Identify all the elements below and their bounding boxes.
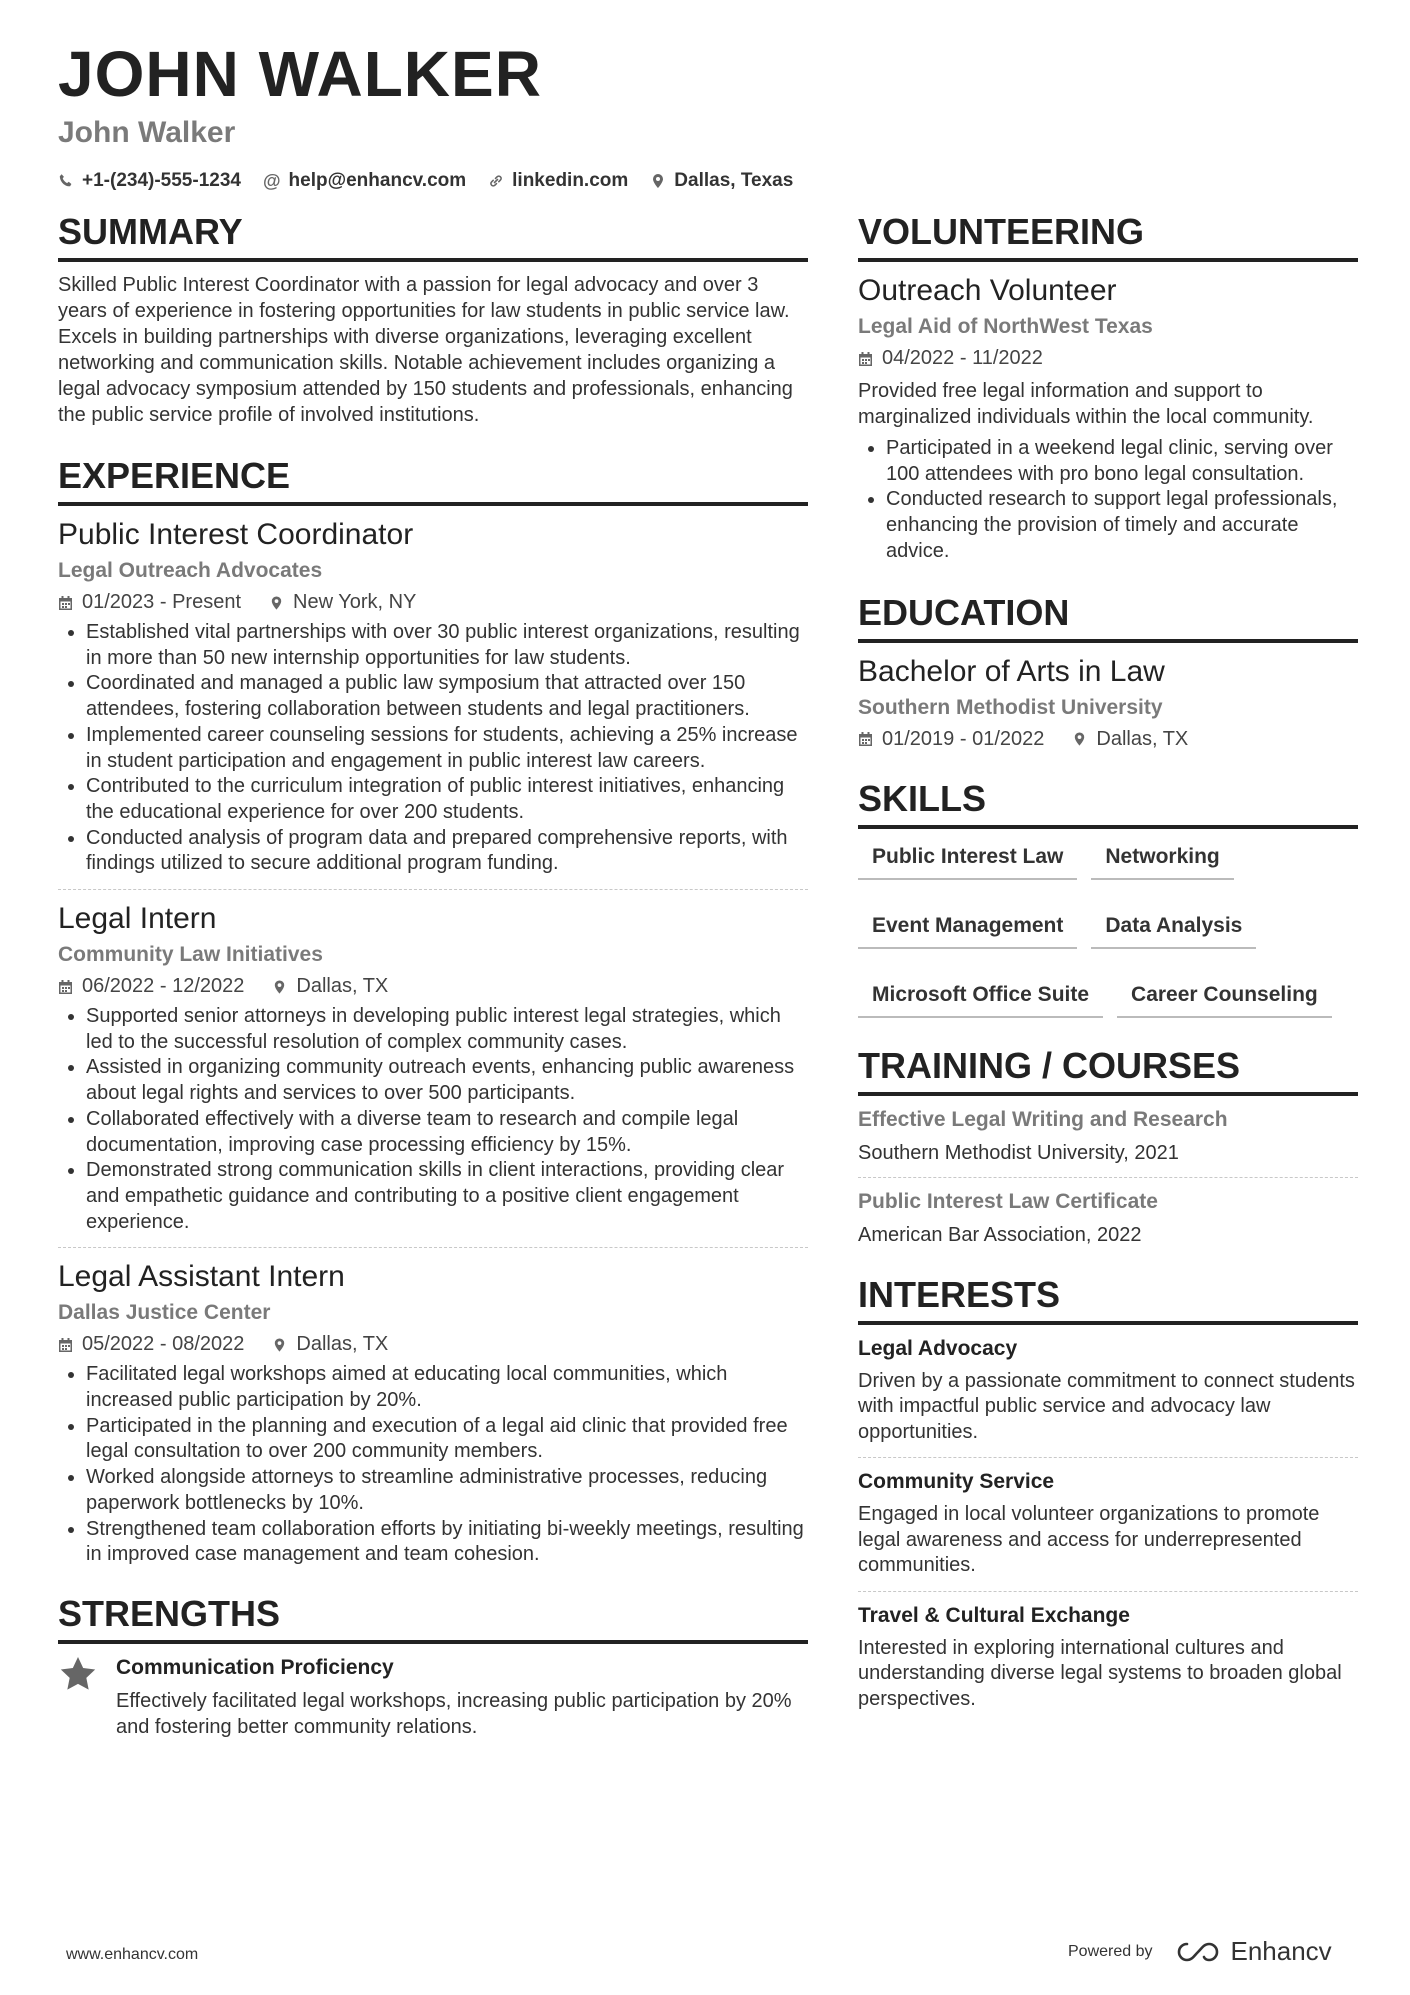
list-item: • Established vital partnerships with over 30 public interest organizations, resulting in more than 50 new internship opportunities for law students. [86, 620, 808, 671]
job-bullets [58, 1004, 808, 1235]
strengths-section [58, 1592, 808, 1740]
brand-name: Enhancv [1230, 1936, 1332, 1966]
skill-tag: Career Counseling [1117, 983, 1332, 1018]
course-item [858, 1190, 1358, 1247]
calendar-icon [58, 1337, 73, 1353]
brand-logo[interactable] [1175, 1936, 1332, 1967]
strengths-heading: STRENGTHS [58, 1596, 808, 1644]
list-item: • Strengthened team collaboration efforts by initiating bi-weekly meetings, resulting in improved case management and team cohesion. [86, 1517, 808, 1568]
interests-section [858, 1273, 1358, 1713]
skill-tag: Event Management [858, 914, 1077, 949]
candidate-name: JOHN WALKER [58, 38, 542, 110]
course-provider: American Bar Association, 2022 [858, 1223, 1142, 1246]
strength-item [58, 1656, 808, 1740]
list-item: • Supported senior attorneys in developing public interest legal strategies, which led to the successful resolution of complex community cases. [86, 1004, 808, 1055]
entry-divider [858, 1457, 1358, 1458]
course-title: Public Interest Law Certificate [858, 1189, 1158, 1213]
list-item: • Demonstrated strong communication skills in client interactions, providing clear and empathetic guidance and contributing to a positive client engagement experience. [86, 1158, 808, 1235]
company-name: Dallas Justice Center [58, 1301, 271, 1325]
list-item: • Implemented career counseling sessions for students, achieving a 25% increase in student participation and engagement in public interest law careers. [86, 723, 808, 774]
list-item: • Assisted in organizing community outreach events, enhancing public awareness about legal rights and services to over 500 participants. [86, 1055, 808, 1106]
list-item: • Coordinated and managed a public law symposium that attracted over 150 attendees, fostering collaboration between students and legal practitioners. [86, 671, 808, 722]
list-item: • Conducted analysis of program data and prepared comprehensive reports, with findings utilized to secure additional program funding. [86, 826, 808, 877]
education-heading: EDUCATION [858, 595, 1358, 643]
summary-heading: SUMMARY [58, 214, 808, 262]
job-bullets [58, 620, 808, 877]
job-bullets [58, 1362, 808, 1568]
star-icon [58, 1654, 98, 1694]
volunteer-bullets [858, 436, 1358, 565]
experience-section [58, 455, 808, 1568]
contact-email[interactable] [263, 170, 466, 192]
education-meta [858, 728, 1358, 751]
interest-description: Interested in exploring international cultures and understanding diverse legal systems to broaden global perspectives. [858, 1636, 1342, 1710]
interest-item [858, 1470, 1358, 1579]
enhancv-logo-icon [1175, 1939, 1221, 1965]
calendar-icon [58, 595, 73, 611]
volunteer-meta [858, 347, 1358, 370]
contact-bar [58, 170, 793, 192]
volunteer-role: Outreach Volunteer [858, 274, 1117, 307]
location-pin-icon [650, 173, 666, 189]
list-item: • Contributed to the curriculum integration of public interest initiatives, enhancing the educational experience for over 200 students. [86, 774, 808, 825]
list-item: • Conducted research to support legal professionals, enhancing the provision of timely and accurate advice. [886, 487, 1358, 564]
phone-text: +1-(234)-555-1234 [82, 170, 241, 191]
job-dates: 05/2022 - 08/2022 [58, 1333, 244, 1356]
job-meta [58, 975, 808, 998]
contact-phone[interactable] [58, 170, 241, 192]
interests-heading: INTERESTS [858, 1277, 1358, 1325]
training-section [858, 1044, 1358, 1247]
entry-divider [58, 1247, 808, 1248]
job-title: Public Interest Coordinator [58, 518, 414, 551]
location-text: Dallas, Texas [674, 170, 794, 191]
interest-item [858, 1604, 1358, 1713]
volunteer-org: Legal Aid of NorthWest Texas [858, 315, 1153, 338]
list-item: • Participated in a weekend legal clinic, serving over 100 attendees with pro bono legal consultation. [886, 436, 1358, 487]
list-item: • Collaborated effectively with a diverse team to research and compile legal documentation, improving case processing efficiency by 15%. [86, 1107, 808, 1158]
job-location: Dallas, TX [272, 1333, 388, 1356]
job-meta [58, 591, 808, 614]
school-name: Southern Methodist University [858, 695, 1163, 719]
location-pin-icon [1072, 731, 1087, 747]
interest-description: Driven by a passionate commitment to connect students with impactful public service and advocacy law opportunities. [858, 1369, 1355, 1443]
entry-divider [858, 1591, 1358, 1592]
interest-title: Community Service [858, 1470, 1055, 1494]
linkedin-text: linkedin.com [512, 170, 629, 191]
skills-section [858, 777, 1358, 1018]
contact-linkedin[interactable] [488, 170, 628, 192]
course-title: Effective Legal Writing and Research [858, 1107, 1228, 1131]
entry-divider [858, 1177, 1358, 1178]
job-dates: 06/2022 - 12/2022 [58, 975, 244, 998]
summary-section [58, 211, 808, 428]
job-location: Dallas, TX [272, 975, 388, 998]
interest-description: Engaged in local volunteer organizations to promote legal awareness and access for underrepresented communities. [858, 1503, 1320, 1577]
job-title: Legal Intern [58, 902, 217, 936]
job-title: Legal Assistant Intern [58, 1260, 345, 1294]
entry-divider [58, 889, 808, 890]
company-name: Legal Outreach Advocates [58, 559, 323, 582]
left-column [58, 211, 808, 1762]
list-item: • Participated in the planning and execution of a legal aid clinic that provided free legal consultation to over 200 community members. [86, 1414, 808, 1465]
education-dates: 01/2019 - 01/2022 [858, 728, 1044, 751]
contact-location [650, 170, 793, 192]
course-item [858, 1108, 1358, 1165]
skill-tag: Public Interest Law [858, 845, 1077, 880]
list-item: • Worked alongside attorneys to streamline administrative processes, reducing paperwork bottlenecks by 10%. [86, 1465, 808, 1516]
summary-text: Skilled Public Interest Coordinator with a passion for legal advocacy and over 3 years of experience in fostering opportunities for law students in public service law. Excels in building partnerships with diverse organizations, leveraging excellent networking and communication skills. Notable achievement includes organizing a legal advocacy symposium attended by 150 students and professionals, enhancing the public service profile of involved institutions. [58, 274, 793, 426]
skill-tag: Data Analysis [1091, 914, 1256, 949]
calendar-icon [858, 731, 873, 747]
experience-entry [58, 1260, 808, 1568]
powered-by-label: Powered by [1068, 1942, 1153, 1960]
degree-title: Bachelor of Arts in Law [858, 654, 1165, 688]
volunteering-section [858, 211, 1358, 565]
location-pin-icon [272, 979, 287, 995]
experience-heading: EXPERIENCE [58, 458, 808, 506]
job-meta [58, 1333, 808, 1356]
company-name: Community Law Initiatives [58, 943, 323, 967]
skill-tag: Networking [1091, 845, 1233, 880]
experience-entry [58, 902, 808, 1235]
course-provider: Southern Methodist University, 2021 [858, 1141, 1179, 1164]
calendar-icon [858, 351, 873, 367]
list-item: • Facilitated legal workshops aimed at educating local communities, which increased public participation by 20%. [86, 1362, 808, 1413]
skills-heading: SKILLS [858, 781, 1358, 829]
strength-description: Effectively facilitated legal workshops, increasing public participation by 20% and fostering better community relations. [116, 1689, 792, 1738]
job-location: New York, NY [269, 591, 416, 614]
link-icon [488, 173, 504, 189]
footer-website-link[interactable]: www.enhancv.com [66, 1946, 199, 1963]
email-text: help@enhancv.com [288, 170, 467, 191]
interest-item [858, 1337, 1358, 1446]
skills-list [858, 845, 1358, 1018]
interest-title: Travel & Cultural Exchange [858, 1603, 1130, 1627]
location-pin-icon [269, 595, 284, 611]
location-pin-icon [272, 1337, 287, 1353]
experience-entry [58, 518, 808, 877]
education-location: Dallas, TX [1072, 728, 1188, 751]
skill-tag: Microsoft Office Suite [858, 983, 1103, 1018]
candidate-subtitle: John Walker [58, 116, 236, 149]
education-section [858, 591, 1358, 751]
right-column [858, 211, 1358, 1734]
interest-title: Legal Advocacy [858, 1336, 1018, 1360]
at-sign-icon: @ [262, 170, 281, 191]
job-dates: 01/2023 - Present [58, 591, 241, 614]
footer-branding [1068, 1936, 1332, 1967]
calendar-icon [58, 979, 73, 995]
volunteering-heading: VOLUNTEERING [858, 214, 1358, 262]
volunteer-description: Provided free legal information and support to marginalized individuals within the local community. [858, 380, 1314, 428]
volunteer-dates: 04/2022 - 11/2022 [858, 347, 1043, 370]
training-heading: TRAINING / COURSES [858, 1048, 1358, 1096]
phone-icon [58, 173, 74, 189]
strength-title: Communication Proficiency [116, 1655, 394, 1679]
